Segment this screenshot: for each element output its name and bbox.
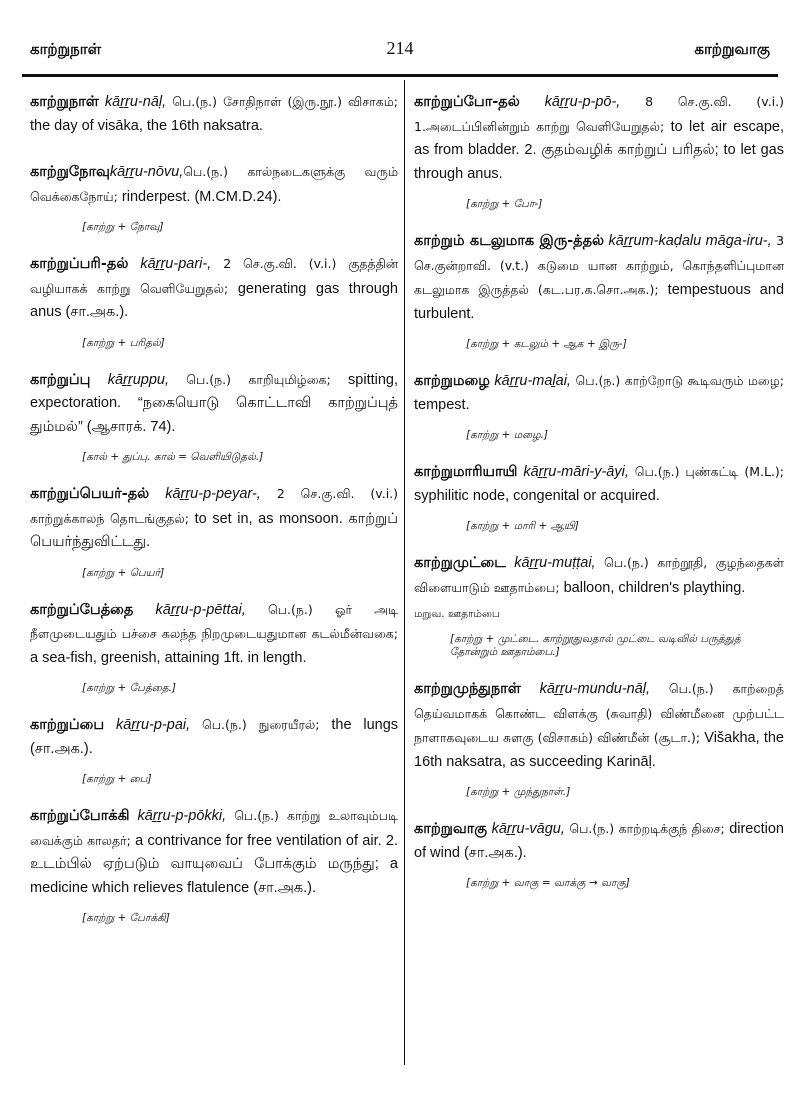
entry-etymology: [கால் + துப்பு. கால் = வெளியிடுதல்.]	[82, 451, 264, 463]
entry-english-definition: tempestuous and turbulent.	[414, 282, 785, 322]
entry-text	[30, 598, 398, 671]
entry-headword: காற்றுப்பரி-தல்	[30, 256, 129, 272]
dictionary-entry	[30, 598, 398, 696]
entry-transliteration: kāṟṟu-p-pōkki,	[137, 808, 227, 824]
entry-tamil-definition: புண்கட்டி (M.L.);	[685, 464, 784, 479]
entry-english-definition: a contrivance for free ventilation of air. 2. உடம்பில் ஏற்படும் வாயுவைப் போக்கும் மருந்து; a medicine which relieves flatulence (சா.அக.).	[30, 832, 398, 896]
entry-etymology: [காற்று + பை]	[82, 773, 152, 785]
entry-etymology: [காற்று + போக்கி]	[82, 912, 170, 924]
entry-text	[414, 677, 784, 774]
entry-transliteration: kāṟṟu-nāḷ,	[104, 94, 167, 110]
entry-transliteration: kāṟṟu-p-pai,	[116, 717, 191, 733]
entry-english-definition: tempest.	[414, 396, 470, 413]
dictionary-entry	[414, 460, 784, 533]
entry-headword: காற்றுநாள்	[30, 94, 99, 110]
entry-etymology: [காற்று + பெயர்]	[82, 566, 165, 579]
entry-headword: காற்றுப்பெயர்-தல்	[30, 486, 150, 502]
column-divider	[404, 80, 405, 1065]
dictionary-entry	[414, 677, 784, 799]
entry-english-definition: direction of wind (சா.அக.).	[414, 821, 784, 861]
entry-transliteration: kāṟṟu-muṭṭai,	[514, 555, 596, 571]
entry-grammar: பெ.(ந.)	[234, 808, 279, 823]
entry-tamil-definition: ஓர் அடி நீளமுடையதும் பச்சை கலந்த நிறமுடையதுமான கடல்மீன்வகை;	[30, 601, 399, 641]
dictionary-entry	[414, 90, 784, 211]
entry-text	[414, 817, 784, 865]
entry-tamil-definition: நுரையீரல்;	[258, 717, 320, 732]
dictionary-entry	[30, 160, 398, 234]
page-number: 214	[386, 38, 414, 58]
entry-etymology: [காற்று + முட்டை. காற்றூதுவதால் முட்டை வடிவில் பருத்துத் தோன்றும் ஊதாம்பை.]	[450, 633, 741, 658]
entry-headword: காற்றுப்பு	[30, 371, 91, 388]
entry-text	[414, 90, 784, 186]
entry-etymology: [காற்று + பரிதல்]	[82, 336, 165, 349]
entry-grammar: பெ.(ந.)	[183, 164, 229, 179]
entry-english-definition: Višakha, the 16th naksatra, as succeeding Karināḷ.	[414, 730, 784, 770]
entry-etymology: [காற்று + வாகு = வாக்கு → வாகு]	[466, 877, 630, 889]
entry-text	[414, 460, 784, 508]
entry-grammar: பெ.(ந.)	[634, 464, 680, 479]
entry-tamil-definition: சோதிநாள் (இரு.நூ.) விசாகம்;	[223, 94, 398, 109]
entry-transliteration: kāṟṟu-p-pēttai,	[155, 601, 246, 618]
entry-grammar: 8 செ.கு.வி. (v.i.)	[645, 94, 784, 109]
entry-tamil-definition: காற்றூதி, குழந்தைகள் விளையாடும் ஊதாம்பை;	[414, 555, 784, 595]
entry-transliteration: kāṟṟu-p-pō-,	[544, 94, 621, 110]
entry-text	[30, 804, 398, 900]
entry-tamil-definition: கால்நடைகளுக்கு வரும் வெக்கைநோய்;	[30, 164, 399, 204]
entry-headword: காற்றுப்பை	[30, 717, 105, 733]
entry-english-definition: the day of visāka, the 16th naksatra.	[30, 117, 263, 134]
entry-headword: காற்றுமழை	[414, 373, 490, 389]
entry-headword: காற்றுப்பேத்தை	[30, 601, 134, 618]
entry-grammar: பெ.(ந.)	[268, 601, 313, 617]
entry-grammar: 3 செ.குன்றாவி. (v.t.)	[414, 233, 785, 273]
entry-transliteration: kāṟṟum-kaḍalu māga-iru-,	[608, 233, 772, 249]
left-column	[30, 90, 398, 943]
entry-tamil-definition: காற்றடிக்குந் திசை;	[618, 821, 725, 836]
entry-english-definition: to set in, as monsoon. காற்றுப் பெயர்ந்துவிட்டது.	[30, 510, 398, 550]
entry-text	[30, 90, 398, 138]
entry-text	[30, 160, 398, 209]
entry-tamil-definition: குதத்தின் வழியாகக் காற்று வெளியேறுதல்;	[30, 256, 399, 296]
entry-text	[414, 369, 784, 417]
right-column	[414, 90, 784, 908]
entry-transliteration: kāṟṟu-mundu-nāḷ,	[539, 681, 651, 697]
dictionary-entry	[30, 368, 398, 465]
entry-grammar: 2 செ.கு.வி. (v.i.)	[223, 256, 337, 271]
entry-etymology: [காற்று + மழை.]	[466, 429, 548, 441]
entry-grammar: 2 செ.கு.வி. (v.i.)	[276, 486, 399, 501]
entry-grammar: பெ.(ந.)	[575, 373, 621, 388]
entry-transliteration: kāṟṟu-vāgu,	[491, 821, 565, 837]
entry-grammar: பெ.(ந.)	[186, 371, 232, 387]
entry-grammar: பெ.(ந.)	[604, 555, 649, 570]
dictionary-entry	[30, 804, 398, 925]
entry-tamil-definition: காற்று உலாவும்படி வைக்கும் காலதர்;	[30, 808, 398, 848]
entry-etymology: [காற்று + பேத்தை.]	[82, 682, 177, 694]
entry-headword: காற்றுநோவு	[30, 164, 110, 180]
entry-english-definition: generating gas through anus (சா.அக.).	[30, 280, 398, 320]
dictionary-entry	[30, 713, 398, 786]
entry-grammar: பெ.(ந.)	[202, 717, 247, 732]
entry-headword: காற்றுமாரியாயி	[414, 464, 518, 480]
entry-etymology: [காற்று + கடலும் + ஆக + இரு-]	[466, 338, 627, 350]
entry-etymology: [காற்று + மாரி + ஆயி]	[466, 520, 579, 532]
entry-english-definition: balloon, children's plaything.	[563, 579, 746, 596]
entry-text	[30, 368, 398, 440]
entry-english-definition: a sea-fish, greenish, attaining 1ft. in length.	[30, 649, 307, 666]
dictionary-entry	[30, 482, 398, 580]
dictionary-entry	[414, 369, 784, 442]
dictionary-entry	[30, 252, 398, 350]
entry-transliteration: kāṟṟu-pari-,	[140, 256, 212, 272]
entry-english-definition: to let air escape, as from bladder. 2. குதம்வழிக் காற்றுப் பரிதல்; to let gas through anus.	[414, 118, 784, 182]
entry-tamil-definition: காற்றுக்காலந் தொடங்குதல்;	[30, 510, 190, 526]
entry-headword: காற்றுப்போ-தல்	[414, 94, 520, 110]
entry-english-definition: spitting, expectoration. “நகையொடு கொட்டாவி காற்றுப்புத் தும்மல்” (ஆசாரக். 74).	[30, 371, 399, 435]
entry-english-definition: the lungs (சா.அக.).	[30, 717, 399, 757]
entry-tamil-definition: கடுமை யான காற்றும், கொந்தளிப்புமான கடலுமாக இருத்தல் (கட.பர.க.சொ.அக.);	[414, 257, 784, 297]
entry-english-definition: rinderpest. (M.CM.D.24).	[121, 188, 282, 205]
header-left-guide-word: காற்றுநாள்	[30, 40, 102, 58]
header-right-guide-word: காற்றுவாகு	[694, 40, 770, 58]
entry-etymology: [காற்று + போ-]	[466, 198, 543, 210]
entry-synonym-note: மறுவ. ஊதாம்பை	[414, 608, 500, 620]
entry-text	[414, 551, 784, 600]
entry-headword: காற்றுப்போக்கி	[30, 808, 130, 824]
entry-headword: காற்றுமுட்டை	[414, 555, 506, 571]
entry-transliteration: kāṟṟu-maḻai,	[494, 373, 571, 389]
entry-tamil-definition: காறியுமிழ்கை;	[248, 371, 331, 387]
dictionary-entry	[414, 229, 784, 351]
entry-headword: காற்றும் கடலுமாக இரு-த்தல்	[414, 233, 605, 249]
entry-text	[30, 252, 398, 325]
entry-headword: காற்றுவாகு	[414, 821, 488, 837]
dictionary-entry	[414, 817, 784, 890]
entry-etymology: [காற்று + நோவு]	[82, 221, 164, 233]
entry-grammar: பெ.(ந.)	[668, 681, 714, 696]
entry-etymology: [காற்று + முந்துநாள்.]	[466, 786, 571, 798]
page-header	[0, 0, 800, 74]
dictionary-entry	[414, 551, 784, 659]
entry-grammar: பெ.(ந.)	[569, 821, 615, 836]
header-rule	[22, 74, 778, 77]
entry-tamil-definition: காற்றோடு கூடிவரும் மழை;	[624, 373, 785, 388]
entry-tamil-definition: காற்றைத் தெய்வமாகக் கொண்ட விளக்கு (சுவாதி) விண்மீனை முற்பட்ட நாளாகவுடைய சுளகு (விசாகம்) விண்மீன் (சூடா.);	[414, 681, 785, 745]
entry-transliteration: kāṟṟu-nōvu,	[109, 164, 184, 180]
entry-transliteration: kāṟṟu-māri-y-āyi,	[523, 464, 629, 480]
entry-english-definition: syphilitic node, congenital or acquired.	[414, 487, 660, 504]
dictionary-entry	[30, 90, 398, 138]
entry-transliteration: kāṟṟuppu,	[107, 371, 169, 388]
entry-tamil-definition: 1.அடைப்பினின்றும் காற்று வெளியேறுதல்;	[414, 118, 665, 134]
entry-grammar: பெ.(ந.)	[172, 94, 217, 109]
entry-text	[414, 229, 784, 326]
entry-text	[30, 713, 398, 761]
entry-transliteration: kāṟṟu-p-peyar-,	[165, 486, 261, 502]
entry-headword: காற்றுமுந்துநாள்	[414, 681, 521, 697]
entry-text	[30, 482, 398, 555]
